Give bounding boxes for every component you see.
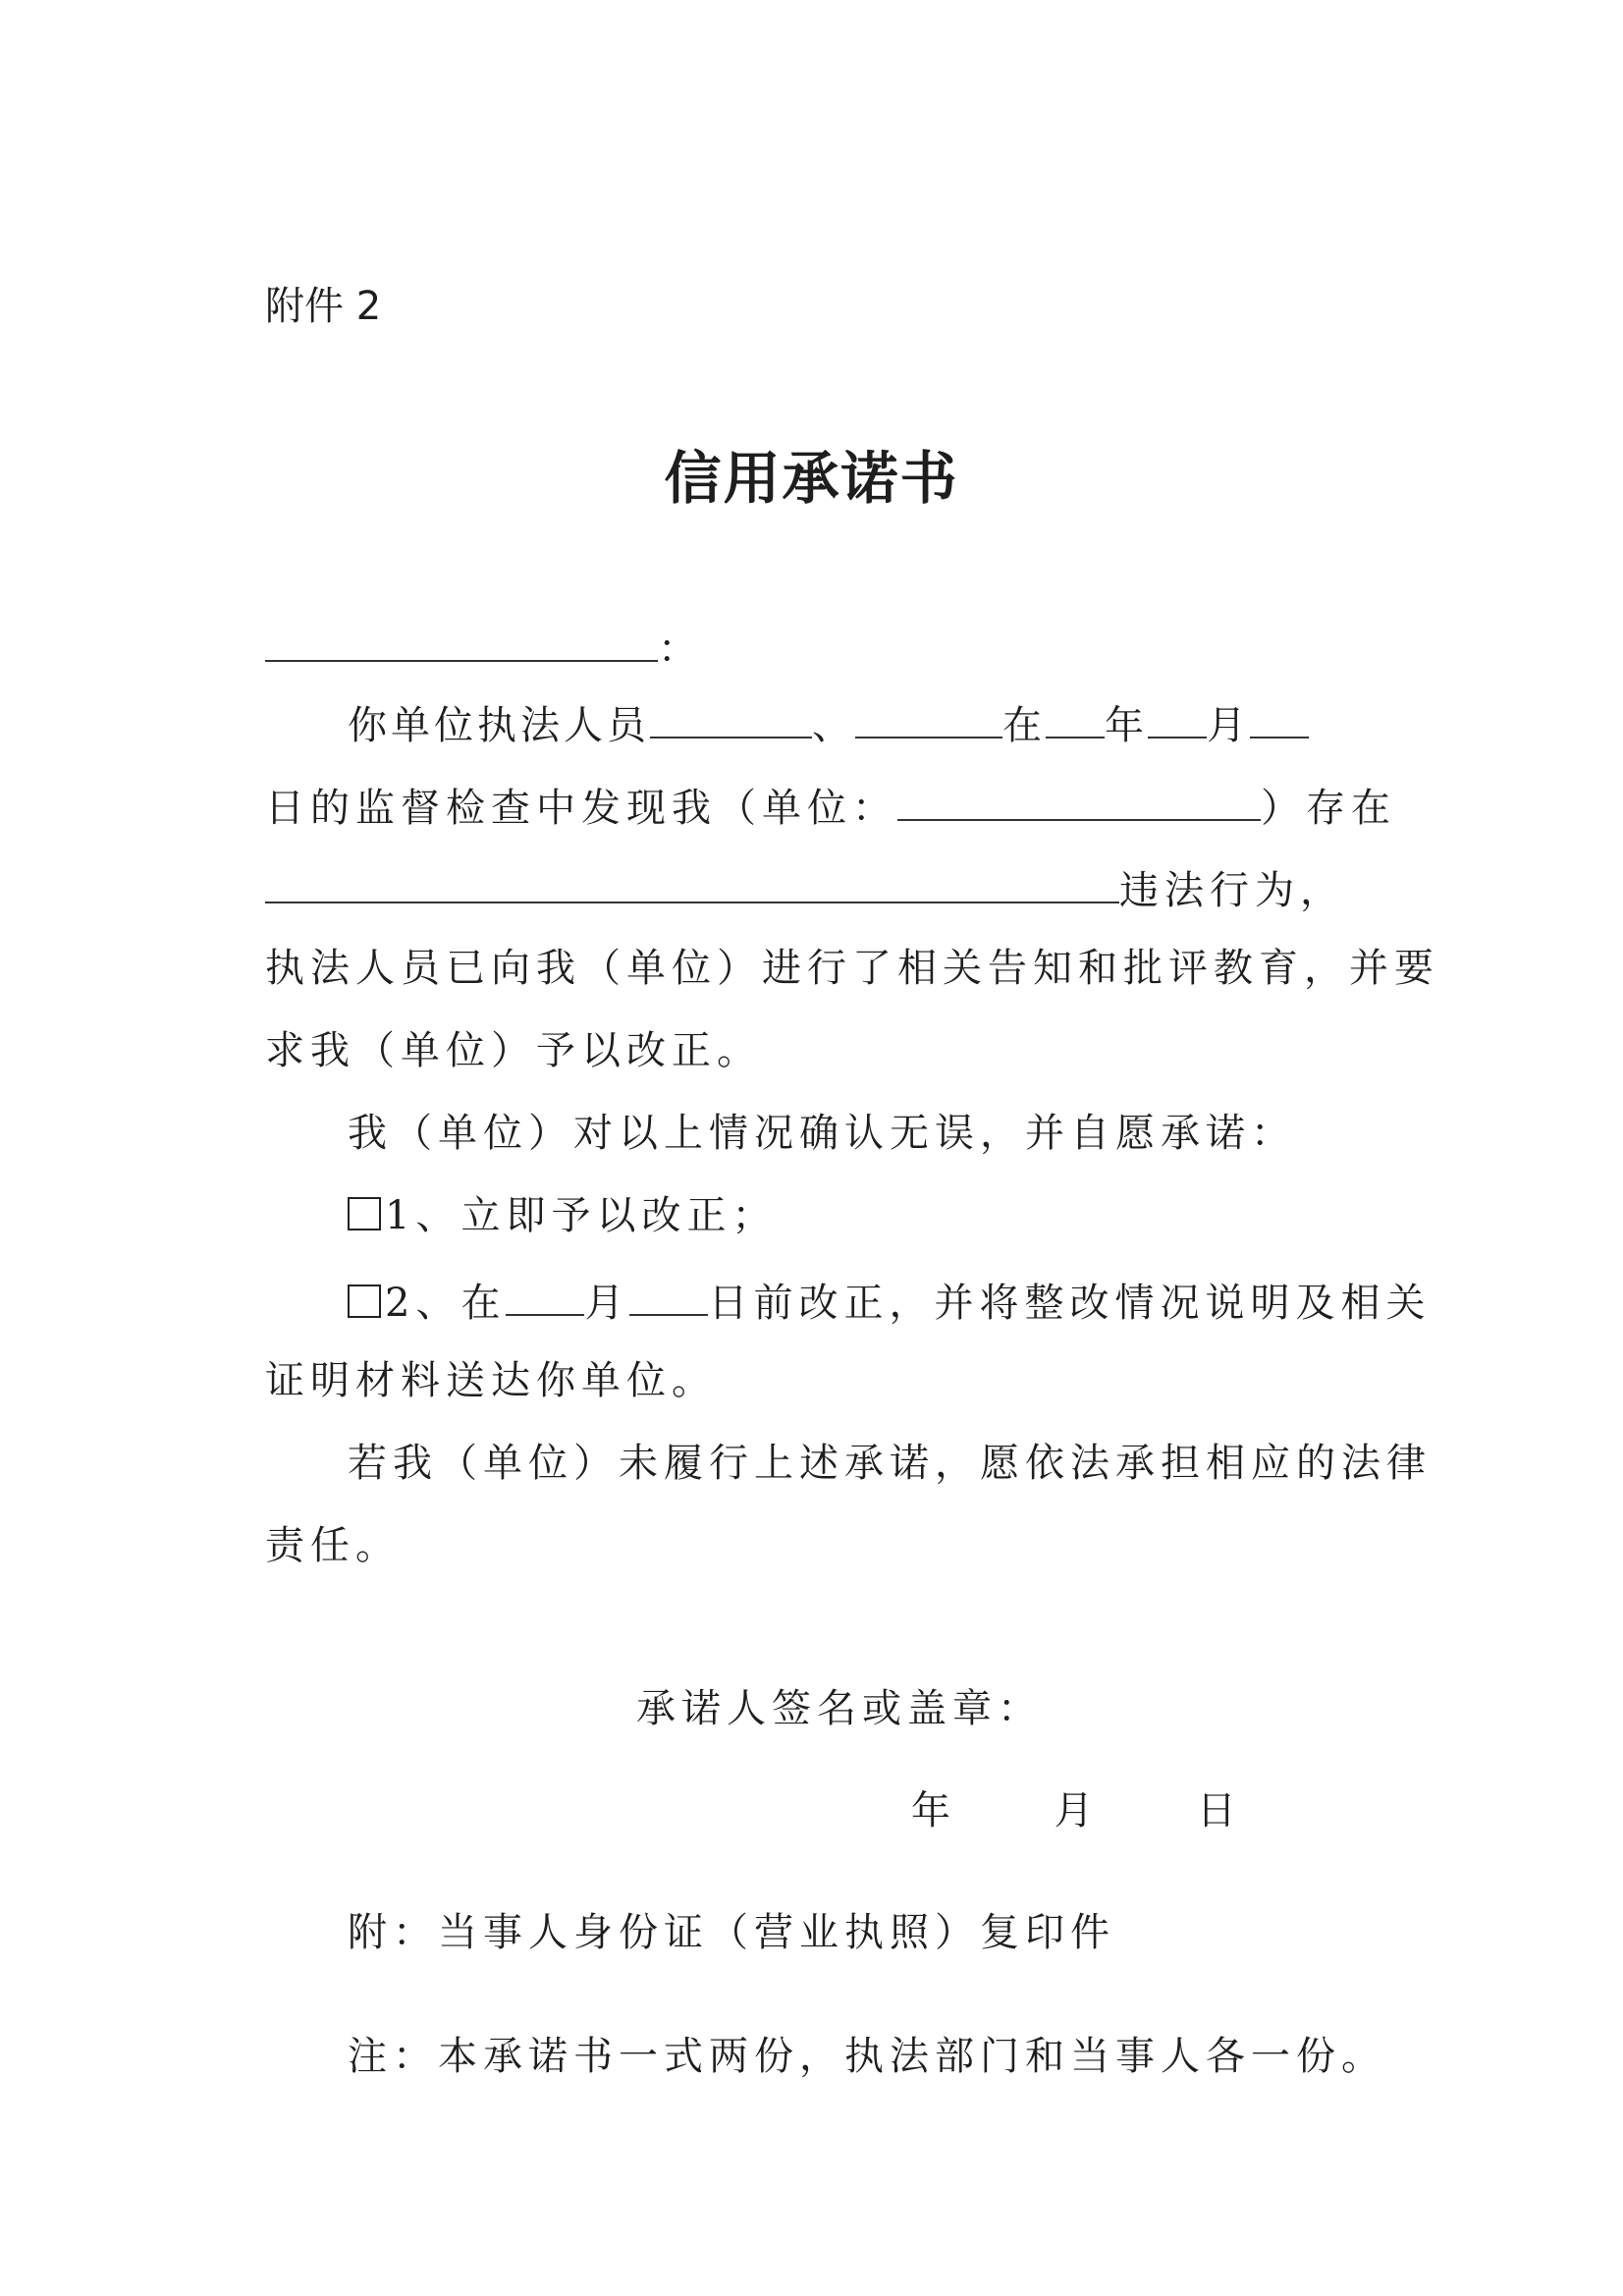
option2-month-label: 月 [584, 1281, 630, 1326]
para1-text-a: 你单位执法人员 [348, 703, 650, 748]
unit-name-blank[interactable] [897, 780, 1261, 821]
para1-line4: 执法人员已向我（单位）进行了相关告知和批评教育，并要 [265, 946, 1439, 991]
document-title: 信用承诺书 [664, 445, 959, 512]
signature-month: 月 [1054, 1788, 1094, 1833]
addressee-colon: ： [658, 627, 703, 672]
addressee-blank[interactable] [265, 621, 658, 662]
para3-line1: 若我（单位）未履行上述承诺，愿依法承担相应的法律 [348, 1441, 1432, 1486]
para1-separator: 、 [812, 703, 855, 748]
para1-year-label: 年 [1105, 703, 1148, 748]
option2-text-a: 2、在 [385, 1281, 507, 1326]
option1-label: 1、立即予以改正； [385, 1193, 778, 1238]
signature-date [911, 1787, 1348, 1834]
violation-blank[interactable] [265, 862, 1119, 903]
option2-line2: 证明材料送达你单位。 [265, 1358, 717, 1403]
para1-text-b: 在 [1002, 703, 1046, 748]
option2-checkbox[interactable] [348, 1285, 381, 1318]
para1-text-c: 日的监督检查中发现我（单位： [265, 786, 897, 831]
addressee-line [265, 621, 1348, 673]
appendix: 附：当事人身份证（营业执照）复印件 [348, 1910, 1115, 1955]
option1-checkbox[interactable] [348, 1197, 381, 1230]
para1-line2 [265, 780, 1396, 832]
month-blank[interactable] [1148, 697, 1207, 738]
officer2-blank[interactable] [855, 697, 1002, 738]
para3-line2: 责任。 [265, 1523, 401, 1568]
day-blank[interactable] [1250, 697, 1309, 738]
year-blank[interactable] [1046, 697, 1105, 738]
para2: 我（单位）对以上情况确认无误，并自愿承诺： [348, 1111, 1296, 1156]
option2-day-blank[interactable] [629, 1275, 708, 1316]
signature-year: 年 [911, 1788, 950, 1833]
option2-month-blank[interactable] [506, 1275, 584, 1316]
note: 注：本承诺书一式两份，执法部门和当事人各一份。 [348, 2034, 1386, 2079]
para1-text-e: 违法行为， [1119, 868, 1345, 913]
para1-line1 [348, 697, 1348, 749]
officer1-blank[interactable] [650, 697, 812, 738]
attachment-label: 附件 2 [265, 284, 382, 329]
signature-label: 承诺人签名或盖章： [636, 1686, 1043, 1731]
option1 [348, 1192, 1348, 1239]
option2-line1 [348, 1275, 1432, 1327]
para1-line5: 求我（单位）予以改正。 [265, 1028, 762, 1073]
para1-text-d: ）存在 [1261, 786, 1396, 831]
para1-line3 [265, 862, 1348, 914]
para1-month-label: 月 [1207, 703, 1250, 748]
signature-day: 日 [1196, 1788, 1236, 1833]
option2-text-c: 日前改正，并将整改情况说明及相关 [708, 1281, 1432, 1326]
